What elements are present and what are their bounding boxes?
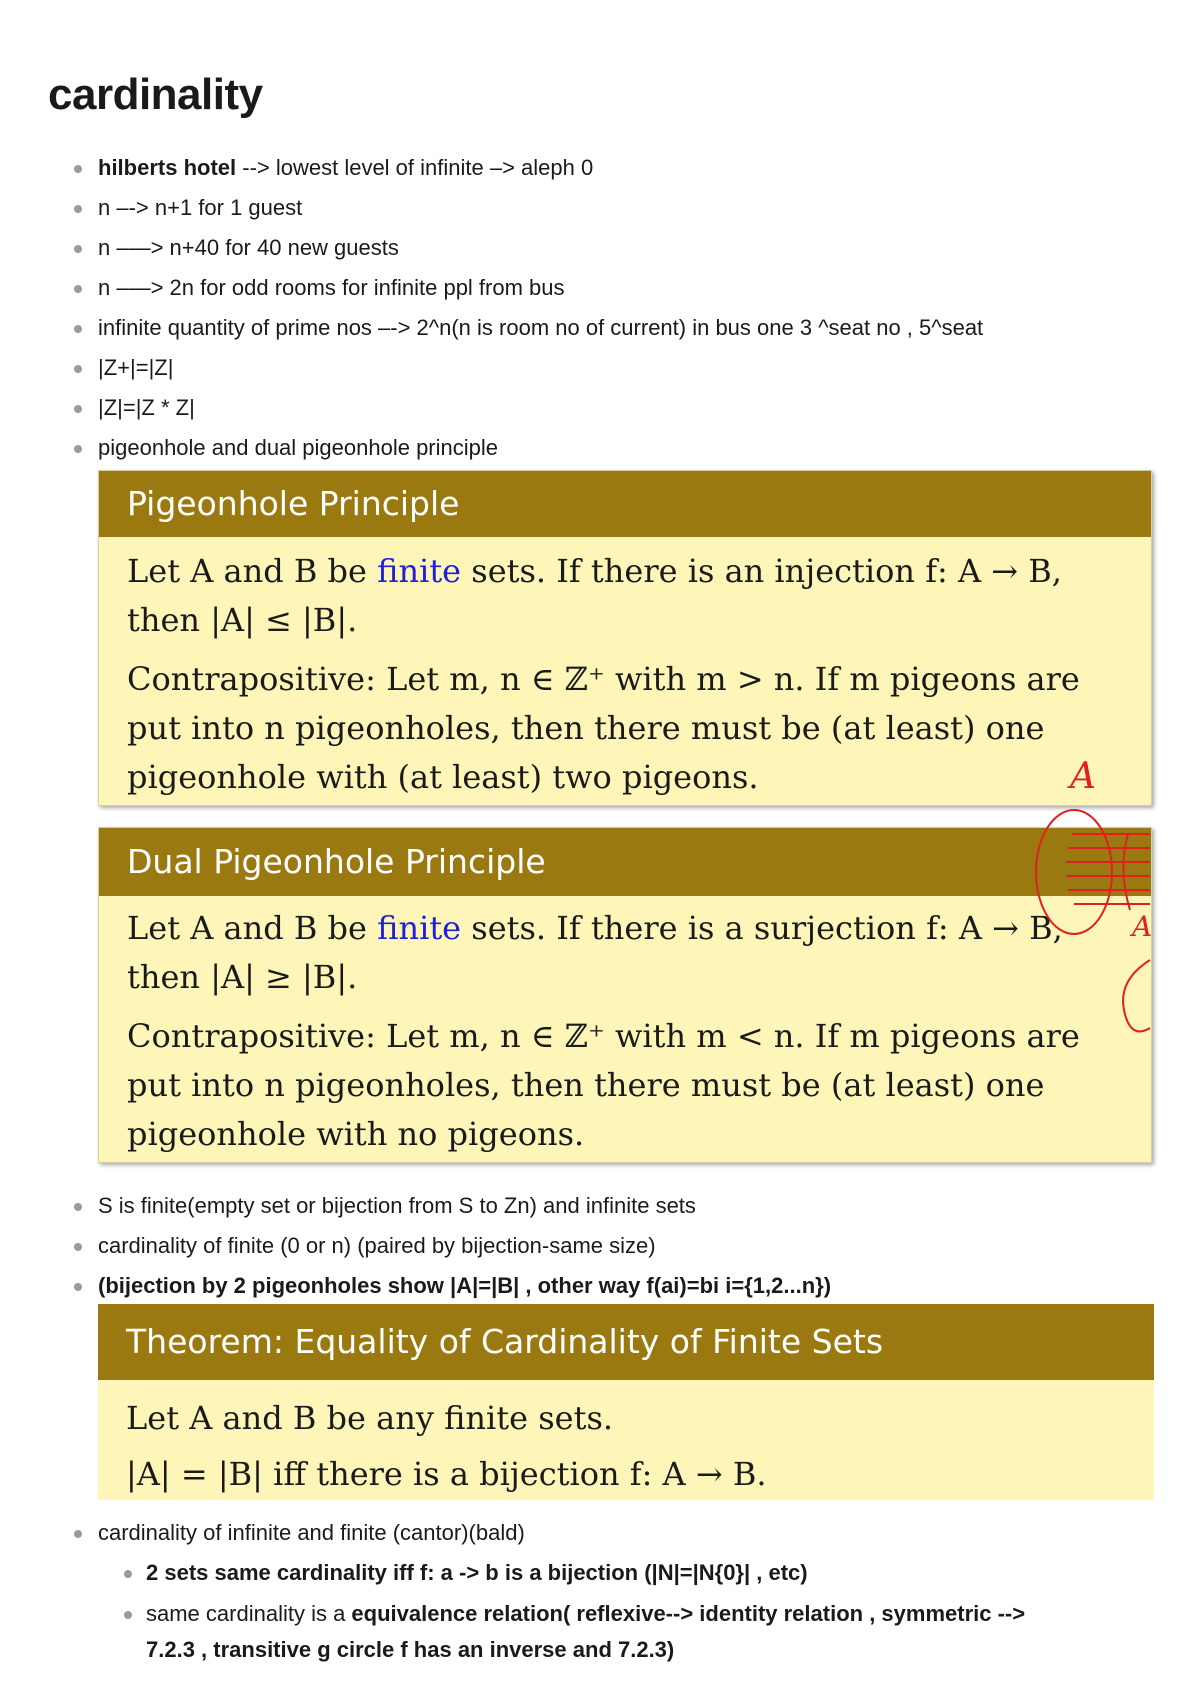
slide-text: sets. If there is a surjection f: A → B, [461, 909, 1063, 947]
bullet-text: --> lowest level of infinite –> aleph 0 [236, 155, 594, 180]
handwritten-a-mark: A [1070, 756, 1096, 797]
list-item: cardinality of finite (0 or n) (paired by bijection-same size) [98, 1233, 656, 1258]
slide-line: put into n pigeonholes, then there must be (at least) one [127, 709, 1045, 747]
list-item: cardinality of infinite and finite (cantor)(bald) [98, 1520, 525, 1545]
list-item: |Z+|=|Z| [98, 355, 174, 380]
slide-body [99, 896, 1151, 1159]
slide-header: Theorem: Equality of Cardinality of Finite Sets [98, 1304, 1154, 1380]
slide-line: then |A| ≤ |B|. [127, 601, 358, 639]
slide-text: Let A and B be [127, 552, 378, 590]
list-item: n –-> n+1 for 1 guest [98, 195, 303, 220]
slide-text: Let A and B be [127, 909, 378, 947]
slide-header: Dual Pigeonhole Principle [99, 828, 1151, 896]
list-item: pigeonhole and dual pigeonhole principle [98, 435, 498, 460]
slide-body [98, 1380, 1154, 1502]
bullet-bold-text: hilberts hotel [98, 155, 237, 180]
sub-list-item-continued: 7.2.3 , transitive g circle f has an inverse and 7.2.3) [146, 1637, 675, 1662]
theorem-slide [98, 1304, 1154, 1500]
list-item: S is finite(empty set or bijection from S to Zn) and infinite sets [98, 1193, 696, 1218]
slide-line: Contrapositive: Let m, n ∈ ℤ⁺ with m < n. If m pigeons are [127, 1017, 1080, 1055]
slide-line: pigeonhole with (at least) two pigeons. [127, 758, 759, 796]
slide-body [99, 537, 1151, 802]
slide-text: sets. If there is an injection f: A → B, [461, 552, 1062, 590]
list-item [98, 154, 593, 182]
slide-line: pigeonhole with no pigeons. [127, 1115, 585, 1153]
slide-line [127, 547, 1151, 596]
sub-list-item: 2 sets same cardinality iff f: a -> b is a bijection (|N|=|N{0}| , etc) [146, 1560, 808, 1585]
list-item: (bijection by 2 pigeonholes show |A|=|B| , other way f(ai)=bi i={1,2...n}) [98, 1273, 832, 1298]
slide-line: then |A| ≥ |B|. [127, 958, 358, 996]
list-item: n –—> 2n for odd rooms for infinite ppl from bus [98, 275, 565, 300]
dual-pigeonhole-principle-slide [98, 827, 1152, 1163]
sub-list-item [146, 1600, 1025, 1628]
list-item: |Z|=|Z * Z| [98, 395, 195, 420]
list-item: n –—> n+40 for 40 new guests [98, 235, 399, 260]
handwritten-a-mark: A [1132, 910, 1153, 943]
slide-line: Let A and B be any finite sets. [126, 1399, 614, 1437]
slide-line [127, 904, 1151, 953]
slide-line: |A| = |B| iff there is a bijection f: A → B. [126, 1455, 767, 1493]
slide-line: Contrapositive: Let m, n ∈ ℤ⁺ with m > n. If m pigeons are [127, 660, 1080, 698]
bullet-text: same cardinality is a [146, 1601, 352, 1626]
pigeonhole-principle-slide [98, 470, 1152, 806]
finite-highlight: finite [377, 552, 462, 590]
slide-header: Pigeonhole Principle [99, 471, 1151, 537]
list-item: infinite quantity of prime nos –-> 2^n(n is room no of current) in bus one 3 ^seat no , 5^seat [98, 315, 984, 340]
finite-highlight: finite [377, 909, 462, 947]
bullet-bold-text: equivalence relation( reflexive--> identity relation , symmetric --> [351, 1601, 1026, 1626]
page-title: cardinality [48, 70, 263, 119]
slide-line: put into n pigeonholes, then there must be (at least) one [127, 1066, 1045, 1104]
